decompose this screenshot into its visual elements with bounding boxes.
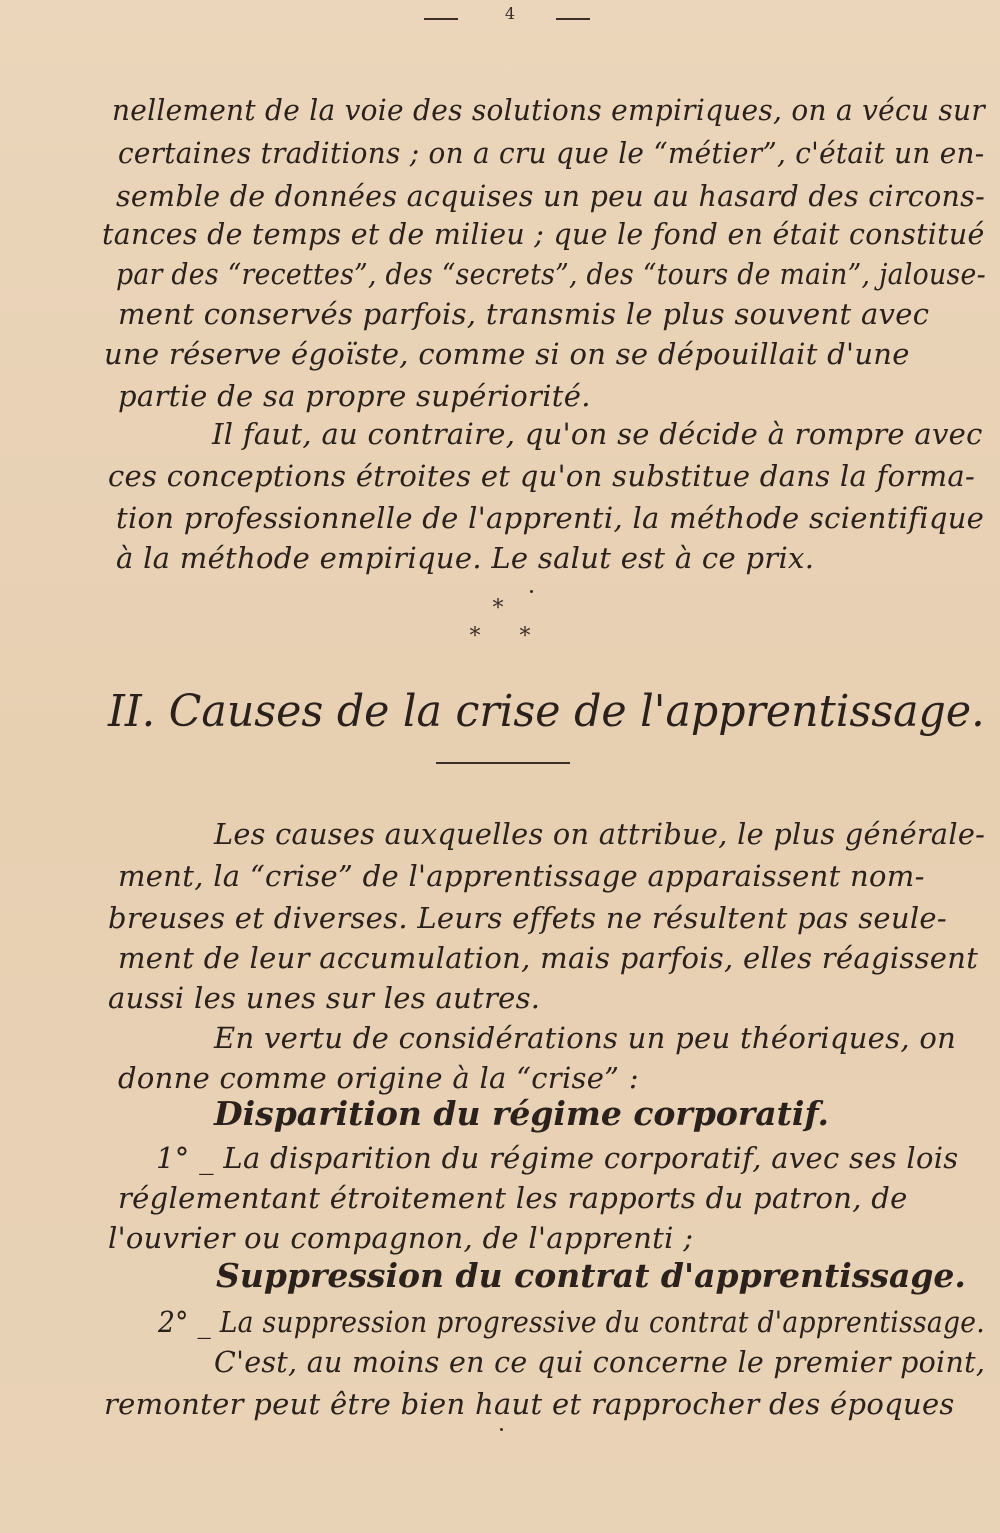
text-line: Il faut, au contraire, qu'on se décide à rompre avec <box>212 417 983 451</box>
text-line: certaines traditions ; on a cru que le “métier”, c'était un en- <box>118 136 985 170</box>
page-header <box>0 4 1000 28</box>
text-line: l'ouvrier ou compagnon, de l'apprenti ; <box>108 1221 694 1255</box>
text-line: ment de leur accumulation, mais parfois, elles réagissent <box>118 941 979 975</box>
subheading-disparition: Disparition du régime corporatif. <box>214 1094 829 1133</box>
text-line: 2° _ La suppression progressive du contrat d'apprentissage. <box>158 1305 986 1339</box>
text-line: ment conservés parfois, transmis le plus souvent avec <box>118 297 930 331</box>
text-line: En vertu de considérations un peu théoriques, on <box>214 1021 957 1055</box>
text-line: ment, la “crise” de l'apprentissage apparaissent nom- <box>118 859 925 893</box>
text-line: 1° _ La disparition du régime corporatif, avec ses lois <box>156 1141 959 1175</box>
text-line: remonter peut être bien haut et rapprocher des époques <box>104 1387 955 1421</box>
title-underline <box>436 762 570 764</box>
text-line: à la méthode empirique. Le salut est à ce prix. <box>116 541 815 575</box>
text-line: donne comme origine à la “crise” : <box>118 1061 639 1095</box>
section-title: II. Causes de la crise de l'apprentissage. <box>108 686 985 737</box>
header-dash-right <box>556 18 590 20</box>
text-line: C'est, au moins en ce qui concerne le premier point, <box>214 1345 986 1379</box>
header-dash-left <box>424 18 458 20</box>
subheading-suppression: Suppression du contrat d'apprentissage. <box>216 1256 966 1295</box>
text-line: par des “recettes”, des “secrets”, des “tours de main”, jalouse- <box>116 257 986 291</box>
text-line: réglementant étroitement les rapports du patron, de <box>118 1181 908 1215</box>
text-line: nellement de la voie des solutions empiriques, on a vécu sur <box>112 93 986 127</box>
text-line: aussi les unes sur les autres. <box>108 981 541 1015</box>
text-line: une réserve égoïste, comme si on se dépouillait d'une <box>104 337 910 371</box>
asterism-top: * <box>492 596 504 621</box>
text-line: tances de temps et de milieu ; que le fond en était constitué <box>102 217 985 251</box>
page-number: 4 <box>504 4 516 23</box>
text-line: partie de sa propre supériorité. <box>118 379 591 413</box>
ink-dot <box>500 1428 503 1431</box>
text-line: tion professionnelle de l'apprenti, la méthode scientifique <box>116 501 985 535</box>
asterism-bottom: * * <box>469 624 547 649</box>
text-line: Les causes auxquelles on attribue, le plus générale- <box>214 817 986 851</box>
text-line: ces conceptions étroites et qu'on substitue dans la forma- <box>108 459 976 493</box>
text-line: breuses et diverses. Leurs effets ne résultent pas seule- <box>108 901 947 935</box>
text-line: semble de données acquises un peu au hasard des circons- <box>116 179 986 213</box>
ink-dot <box>530 590 533 593</box>
